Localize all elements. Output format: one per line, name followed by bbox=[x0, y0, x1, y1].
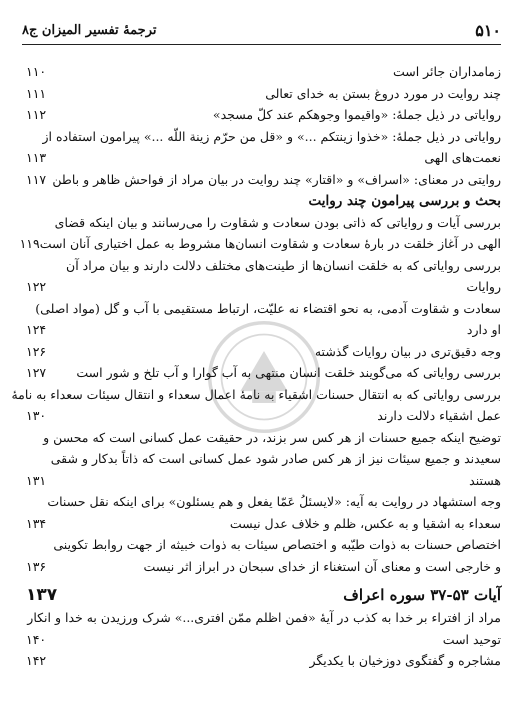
toc-entry-page: ۱۱۰ bbox=[26, 64, 47, 79]
toc-entry-text: توحید است bbox=[442, 631, 501, 647]
toc-entry bbox=[26, 64, 501, 86]
toc-entry bbox=[26, 365, 501, 387]
toc-entry bbox=[26, 473, 501, 495]
toc-entry-text: روایاتی در ذیل جملهٔ: «خذوا زینتکم ...» و «قل من حرّم زینة اللّه ...» پیرامون استفاده از bbox=[42, 128, 501, 144]
toc-entry-text: سعداء به اشقیا و به عکس، ظلم و خلاف عدل نیست bbox=[229, 515, 501, 531]
toc-entry-text: الهی در آغاز خلقت در بارهٔ سعادت و شقاوت انسان‌ها مشروط به عمل اختیاری آنان است bbox=[39, 236, 501, 251]
toc-entry-page: ۱۲۶ bbox=[26, 343, 47, 359]
toc-entry-text: بحث و بررسی پیرامون چند روایت bbox=[308, 193, 501, 209]
toc-entry bbox=[26, 451, 501, 473]
toc-entry bbox=[26, 537, 501, 559]
toc-entry bbox=[26, 430, 501, 452]
toc-entry bbox=[26, 129, 501, 151]
toc-entry bbox=[26, 301, 501, 323]
toc-entry-text: زمامداران جائر است bbox=[392, 64, 501, 79]
toc-list bbox=[11, 64, 501, 675]
page-header bbox=[22, 18, 501, 45]
toc-entry bbox=[26, 86, 501, 108]
toc-entry-page: ۱۴۰ bbox=[26, 631, 47, 647]
toc-entry-text: و خارجی است و معنای آن استغناء از خدای سبحان در ابراز اثر نیست bbox=[143, 558, 501, 574]
toc-entry-page: ۱۳۴ bbox=[26, 515, 47, 531]
toc-entry-text: مراد از افتراء بر خدا به کذب در آیهٔ «فمن اظلم ممّن افتری...» شرک ورزیدن به خدا و انکار bbox=[27, 610, 501, 625]
toc-entry bbox=[26, 258, 501, 280]
toc-entry-page: ۱۱۹ bbox=[19, 236, 40, 251]
toc-entry-page: ۱۲۲ bbox=[26, 279, 47, 294]
toc-entry bbox=[26, 150, 501, 172]
toc-entry bbox=[26, 215, 501, 237]
toc-entry bbox=[19, 236, 501, 258]
toc-entry bbox=[11, 386, 501, 409]
toc-entry-text: چند روایت در مورد دروغ بستن به خدای تعالی bbox=[265, 85, 501, 101]
toc-entry-text: روایات bbox=[466, 279, 501, 294]
toc-entry bbox=[26, 653, 501, 675]
toc-entry-page: ۱۱۷ bbox=[26, 171, 47, 187]
toc-entry bbox=[26, 107, 501, 129]
toc-entry bbox=[26, 516, 501, 538]
toc-entry bbox=[26, 322, 501, 344]
toc-entry-text: روایتی در معنای: «اسراف» و «اقتار» چند روایت در بیان مراد از فواحش ظاهر و باطن bbox=[52, 171, 501, 187]
toc-entry-text: سعیدند و جمیع سیئات نیز از هر کس صادر شود عمل کسانی است که ذاتاً بدکار و شقی bbox=[50, 451, 501, 466]
toc-entry-text: عمل اشقیاء دلالت دارند bbox=[377, 408, 501, 423]
page-number: ۵۱۰ bbox=[475, 21, 501, 40]
toc-entry-page: ۱۲۴ bbox=[26, 322, 47, 337]
toc-entry bbox=[26, 279, 501, 301]
toc-entry-text: بررسی روایاتی که به انتقال حسنات اشقیاء به نامهٔ اعمال سعداء و انتقال سیئات سعداء به نامهٔ bbox=[11, 386, 501, 402]
toc-entry bbox=[26, 408, 501, 430]
toc-entry-text: سعادت و شقاوت آدمی، به نحو اقتضاء نه علیّت، ارتباط مستقیمی با آب و گل (مواد اصلی) bbox=[35, 300, 501, 316]
toc-entry-page: ۱۳۰ bbox=[26, 408, 47, 423]
running-title: ترجمهٔ تفسیر المیزان ج۸ bbox=[22, 23, 157, 38]
toc-entry-text: نعمت‌های الهی bbox=[424, 150, 501, 165]
toc-entry-text: روایاتی در ذیل جملهٔ: «واقیموا وجوهکم عند کلّ مسجد» bbox=[212, 107, 501, 122]
toc-entry bbox=[26, 559, 501, 581]
toc-entry-page: ۱۴۲ bbox=[26, 653, 47, 668]
toc-entry-text: بررسی روایاتی که به خلقت انسان‌ها از طینت‌های مختلف دلالت دارند و بیان مراد آن bbox=[66, 257, 501, 273]
toc-entry-text: اختصاص حسنات به ذوات طیّبه و اختصاص سیئات به ذوات خبیثه از جهت روابط تکوینی bbox=[53, 537, 501, 552]
toc-entry-page: ۱۱۳ bbox=[26, 150, 47, 165]
toc-entry bbox=[26, 632, 501, 654]
toc-subheading bbox=[26, 193, 501, 215]
toc-entry-page: ۱۳۶ bbox=[26, 558, 47, 574]
toc-entry-text: مشاجره و گفتگوی دوزخیان با یکدیگر bbox=[309, 653, 501, 668]
toc-entry-page: ۱۱۲ bbox=[26, 107, 47, 122]
toc-entry-text: بررسی روایاتی که می‌گویند خلقت انسان منتهی به آب گوارا و آب تلخ و شور است bbox=[76, 365, 501, 380]
toc-entry-text: هستند bbox=[469, 472, 501, 488]
toc-entry bbox=[26, 610, 501, 632]
toc-entry bbox=[26, 172, 501, 194]
toc-entry-text: بررسی آیات و روایاتی که ذاتی بودن سعادت و شقاوت را می‌رسانند و بیان اینکه قضای bbox=[54, 214, 501, 230]
toc-entry-text: آیات ۵۳-۳۷ سوره اعراف bbox=[343, 586, 501, 604]
toc-entry bbox=[26, 344, 501, 366]
toc-entry bbox=[26, 494, 501, 516]
toc-entry-text: او دارد bbox=[466, 322, 501, 337]
toc-entry-page: ۱۱۱ bbox=[26, 85, 47, 101]
toc-entry-text: وجه دقیق‌تری در بیان روایات گذشته bbox=[314, 343, 501, 359]
toc-entry-text: وجه استشهاد در روایت به آیه: «لایسئلُ عَمّا یفعل و هم یسئلون» برای اینکه نقل حسنات bbox=[47, 494, 501, 509]
toc-entry-page: ۱۳۱ bbox=[26, 472, 47, 488]
toc-entry-page: ۱۳۷ bbox=[26, 585, 58, 605]
toc-section-heading bbox=[26, 580, 501, 610]
toc-entry-page: ۱۲۷ bbox=[26, 365, 47, 380]
toc-entry-text: توضیح اینکه جمیع حسنات از هر کس سر بزند، در حقیقت عمل کسانی است که محسن و bbox=[43, 429, 501, 445]
